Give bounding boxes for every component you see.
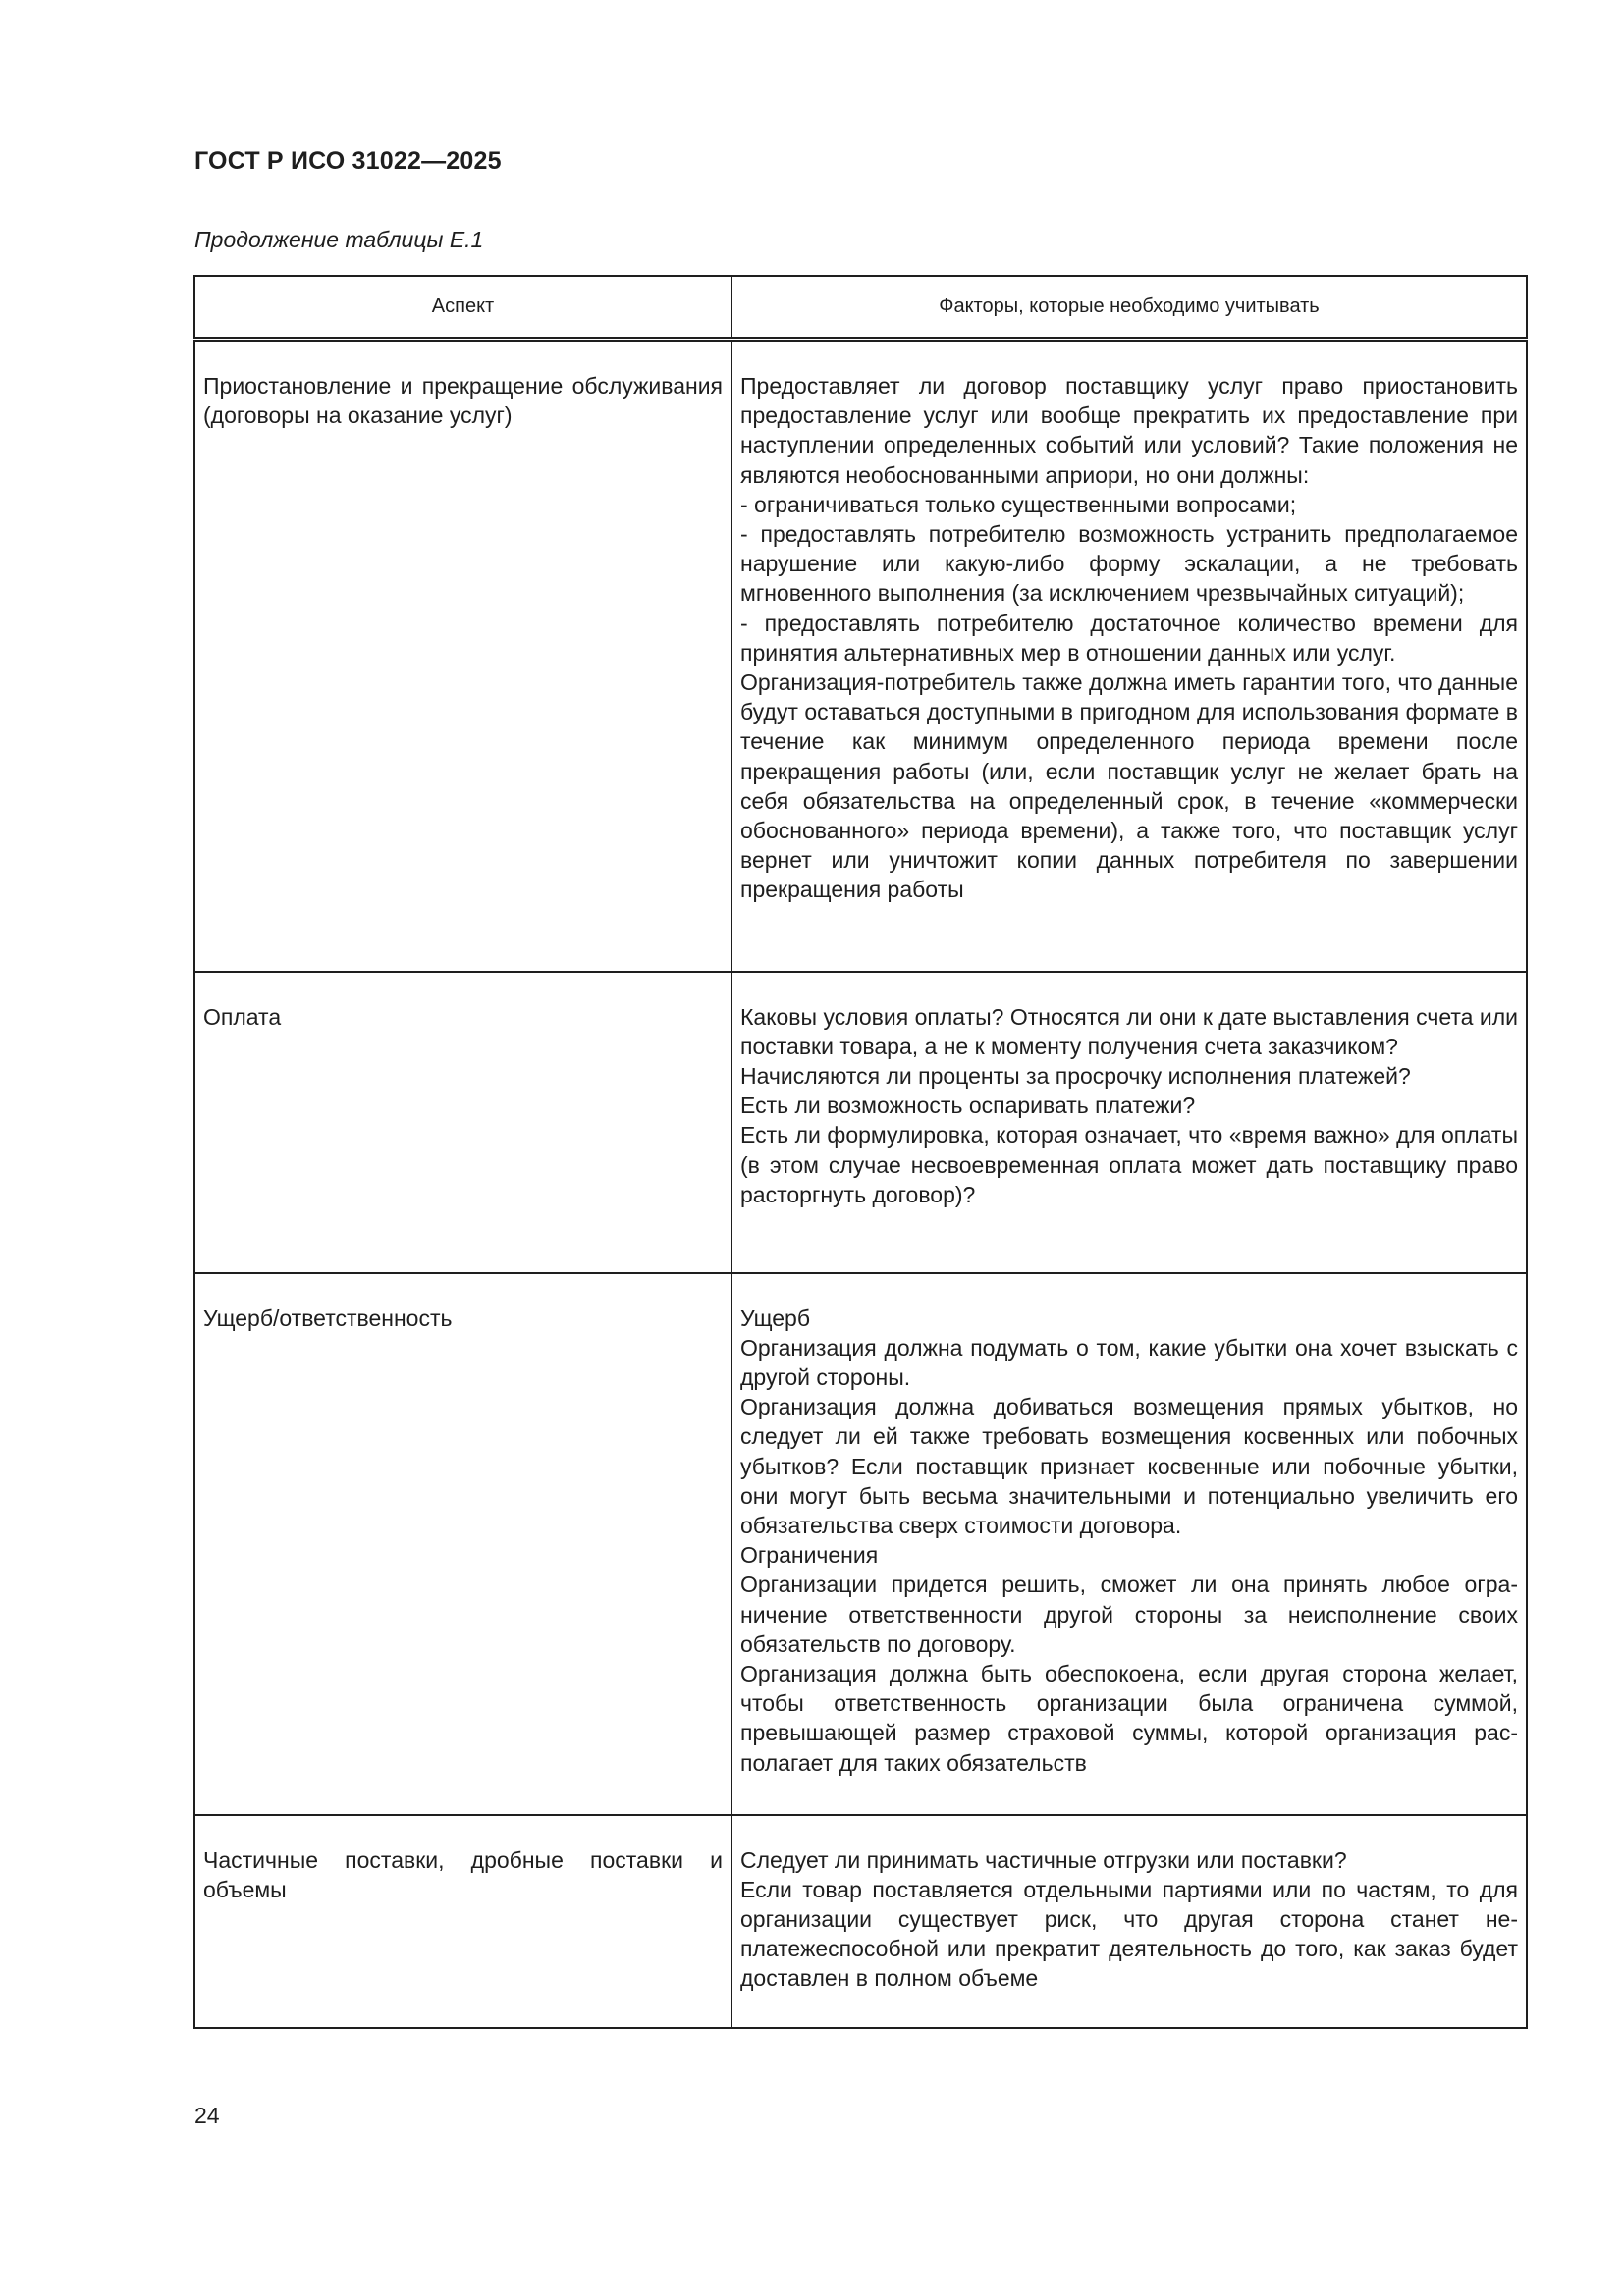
- document-header: ГОСТ Р ИСО 31022—2025: [194, 147, 502, 175]
- aspect-text: Оплата: [203, 1003, 282, 1030]
- table-header-row: [194, 276, 1527, 340]
- aspect-text: Ущерб/ответственность: [203, 1305, 453, 1331]
- factors-line: Следует ли принимать частичные отгрузки или поставки?: [740, 1846, 1347, 1873]
- factors-line: Организация-потребитель также должна иметь гарантии того, что данные будут оставаться доступными в пригодном для использования формате в течение как минимум определенного периода времени после прекращения работы (или, если поставщик услуг не желает брать на себя обязательства на определенный срок, в течение «коммерчески обоснованного» периода времени), а также того, что поставщик услуг вернет или уничтожит копии данных потребителя по завершении прекращения работы: [740, 669, 1518, 903]
- factors-line: - предоставлять потребителю возможность устранить предполагаемое нарушение или какую-либо форму эскалации, а не требовать мгновенного выполнения (за исключением чрезвычайных ситуаций);: [740, 521, 1518, 607]
- aspect-cell: [194, 1273, 731, 1815]
- aspect-cell: [194, 340, 731, 972]
- factors-line: Организации придется решить, сможет ли она принять любое ограничение ответственности другой стороны за неисполнение своих обязательств по договору.: [740, 1572, 1518, 1657]
- factors-cell: [731, 972, 1527, 1273]
- table-caption: Продолжение таблицы Е.1: [194, 227, 484, 252]
- factors-line: Организация должна добиваться возмещения прямых убытков, но следует ли ей также требовать возмещения косвенных или побочных убытков? Если поставщик признает косвенные или побочные убытки, они могут быть весьма значительными и потенциально увеличить его обязательства сверх стоимости договора.: [740, 1394, 1518, 1538]
- factors-line: Предоставляет ли договор поставщику услуг право приостановить предоставление услуг или вообще прекратить их предоставление при наступлении определенных событий или условий? Такие положения не являются необоснованными априори, но они должны:: [740, 373, 1518, 488]
- table-row: [194, 972, 1527, 1273]
- factors-line: - ограничиваться только существенными вопросами;: [740, 491, 1297, 517]
- factors-line: Ограничения: [740, 1542, 879, 1569]
- factors-cell: [731, 340, 1527, 972]
- factors-line: Каковы условия оплаты? Относятся ли они к дате выставления счета или поставки товара, а не к моменту получения счета заказчиком?: [740, 1003, 1518, 1059]
- factors-cell: [731, 1815, 1527, 2028]
- column-header-aspect: Аспект: [194, 276, 731, 340]
- factors-line: Организация должна подумать о том, какие убытки она хочет взыскать с другой стороны.: [740, 1334, 1518, 1390]
- factors-line: Организация должна быть обеспокоена, если другая сторона желает, чтобы ответственность организации была ограничена суммой, превышающей размер страховой суммы, которой организация располагает для таких обязательств: [740, 1660, 1518, 1776]
- factors-line: - предоставлять потребителю достаточное количество времени для принятия альтернативных мер в отношении данных или услуг.: [740, 610, 1518, 666]
- column-header-factors: Факторы, которые необходимо учитывать: [731, 276, 1527, 340]
- aspect-cell: [194, 972, 731, 1273]
- aspect-cell: [194, 1815, 731, 2028]
- table-row: [194, 340, 1527, 972]
- factors-line: Есть ли возможность оспаривать платежи?: [740, 1093, 1196, 1119]
- table-row: [194, 1815, 1527, 2028]
- factors-line: Есть ли формулировка, которая означает, что «время важно» для оплаты (в этом случае несвоевременная оплата может дать поставщику право расторгнуть договор)?: [740, 1122, 1518, 1207]
- factors-line: Если товар поставляется отдельными партиями или по частям, то для организации существует риск, что другая сторона станет неплатежеспособной или прекратит деятельность до того, как заказ будет доставлен в полном объеме: [740, 1876, 1518, 1992]
- factors-table: [193, 275, 1528, 2029]
- factors-line: Начисляются ли проценты за просрочку исполнения платежей?: [740, 1062, 1411, 1089]
- table-row: [194, 1273, 1527, 1815]
- aspect-text: Частичные поставки, дробные поставки и объемы: [203, 1846, 723, 1902]
- page-number: 24: [194, 2103, 220, 2128]
- factors-cell: [731, 1273, 1527, 1815]
- factors-line: Ущерб: [740, 1305, 810, 1331]
- aspect-text: Приостановление и прекращение обслуживания (договоры на оказание услуг): [203, 373, 723, 429]
